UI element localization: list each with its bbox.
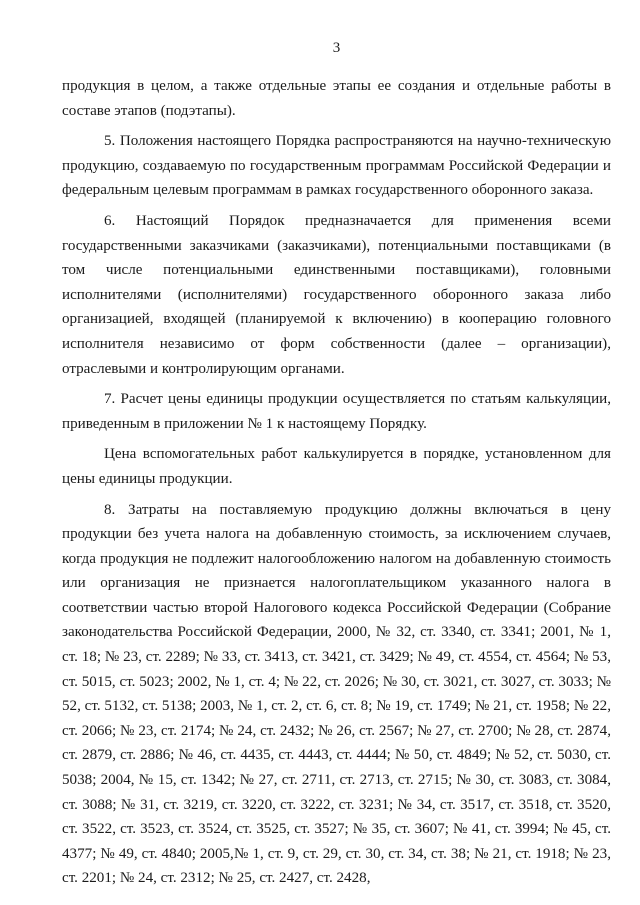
page-number: 3 [332,40,341,56]
paragraph-item-5: 5. Положения настоящего Порядка распространяются на научно-техническую продукцию, создаваемую по государственным программам Российской Федерации и федеральным целевым программам в рамках государственного оборонного заказа. [62,133,611,199]
paragraph-auxiliary-works: Цена вспомогательных работ калькулируется в порядке, установленном для цены единицы продукции. [62,446,611,487]
paragraph-item-6: 6. Настоящий Порядок предназначается для применения всеми государственными заказчиками (заказчиками), потенциальными поставщиками (в том числе потенциальными единственными поставщиками), головными исполнителями (исполнителями) государственного оборонного заказа либо организацией, входящей (планируемой к включению) в кооперацию головного исполнителя независимо от форм собственности (далее – организации), отраслевыми и контролирующим органами. [62,212,611,377]
document-page [62,38,611,891]
paragraph-item-8: 8. Затраты на поставляемую продукцию должны включаться в цену продукции без учета налога на добавленную стоимость, за исключением случаев, когда продукция не подлежит налогообложению налогом на добавленную стоимость или организация не признается налогоплательщиком указанного налога в соответствии частью второй Налогового кодекса Российской Федерации (Собрание законодательства Российской Федерации, 2000, № 32, ст. 3340, ст. 3341; 2001, № 1, ст. 18; № 23, ст. 2289; № 33, ст. 3413, ст. 3421, ст. 3429; № 49, ст. 4554, ст. 4564; № 53, ст. 5015, ст. 5023; 2002, № 1, ст. 4; № 22, ст. 2026; № 30, ст. 3021, ст. 3027, ст. 3033; № 52, ст. 5132, ст. 5138; 2003, № 1, ст. 2, ст. 6, ст. 8; № 19, ст. 1749; № 21, ст. 1958; № 22, ст. 2066; № 23, ст. 2174; № 24, ст. 2432; № 26, ст. 2567; № 27, ст. 2700; № 28, ст. 2874, ст. 2879, ст. 2886; № 46, ст. 4435, ст. 4443, ст. 4444; № 50, ст. 4849; № 52, ст. 5030, ст. 5038; 2004, № 15, ст. 1342; № 27, ст. 2711, ст. 2713, ст. 2715; № 30, ст. 3083, ст. 3084, ст. 3088; № 31, ст. 3219, ст. 3220, ст. 3222, ст. 3231; № 34, ст. 3517, ст. 3518, ст. 3520, ст. 3522, ст. 3523, ст. 3524, ст. 3525, ст. 3527; № 35, ст. 3607; № 41, ст. 3994; № 45, ст. 4377; № 49, ст. 4840; 2005,№ 1, ст. 9, ст. 29, ст. 30, ст. 34, ст. 38; № 21, ст. 1918; № 23, ст. 2201; № 24, ст. 2312; № 25, ст. 2427, ст. 2428, [62,501,611,887]
paragraph-item-7: 7. Расчет цены единицы продукции осуществляется по статьям калькуляции, приведенным в приложении № 1 к настоящему Порядку. [62,391,611,432]
paragraph-continuation: продукция в целом, а также отдельные этапы ее создания и отдельные работы в составе этапов (подэтапы). [62,78,611,119]
